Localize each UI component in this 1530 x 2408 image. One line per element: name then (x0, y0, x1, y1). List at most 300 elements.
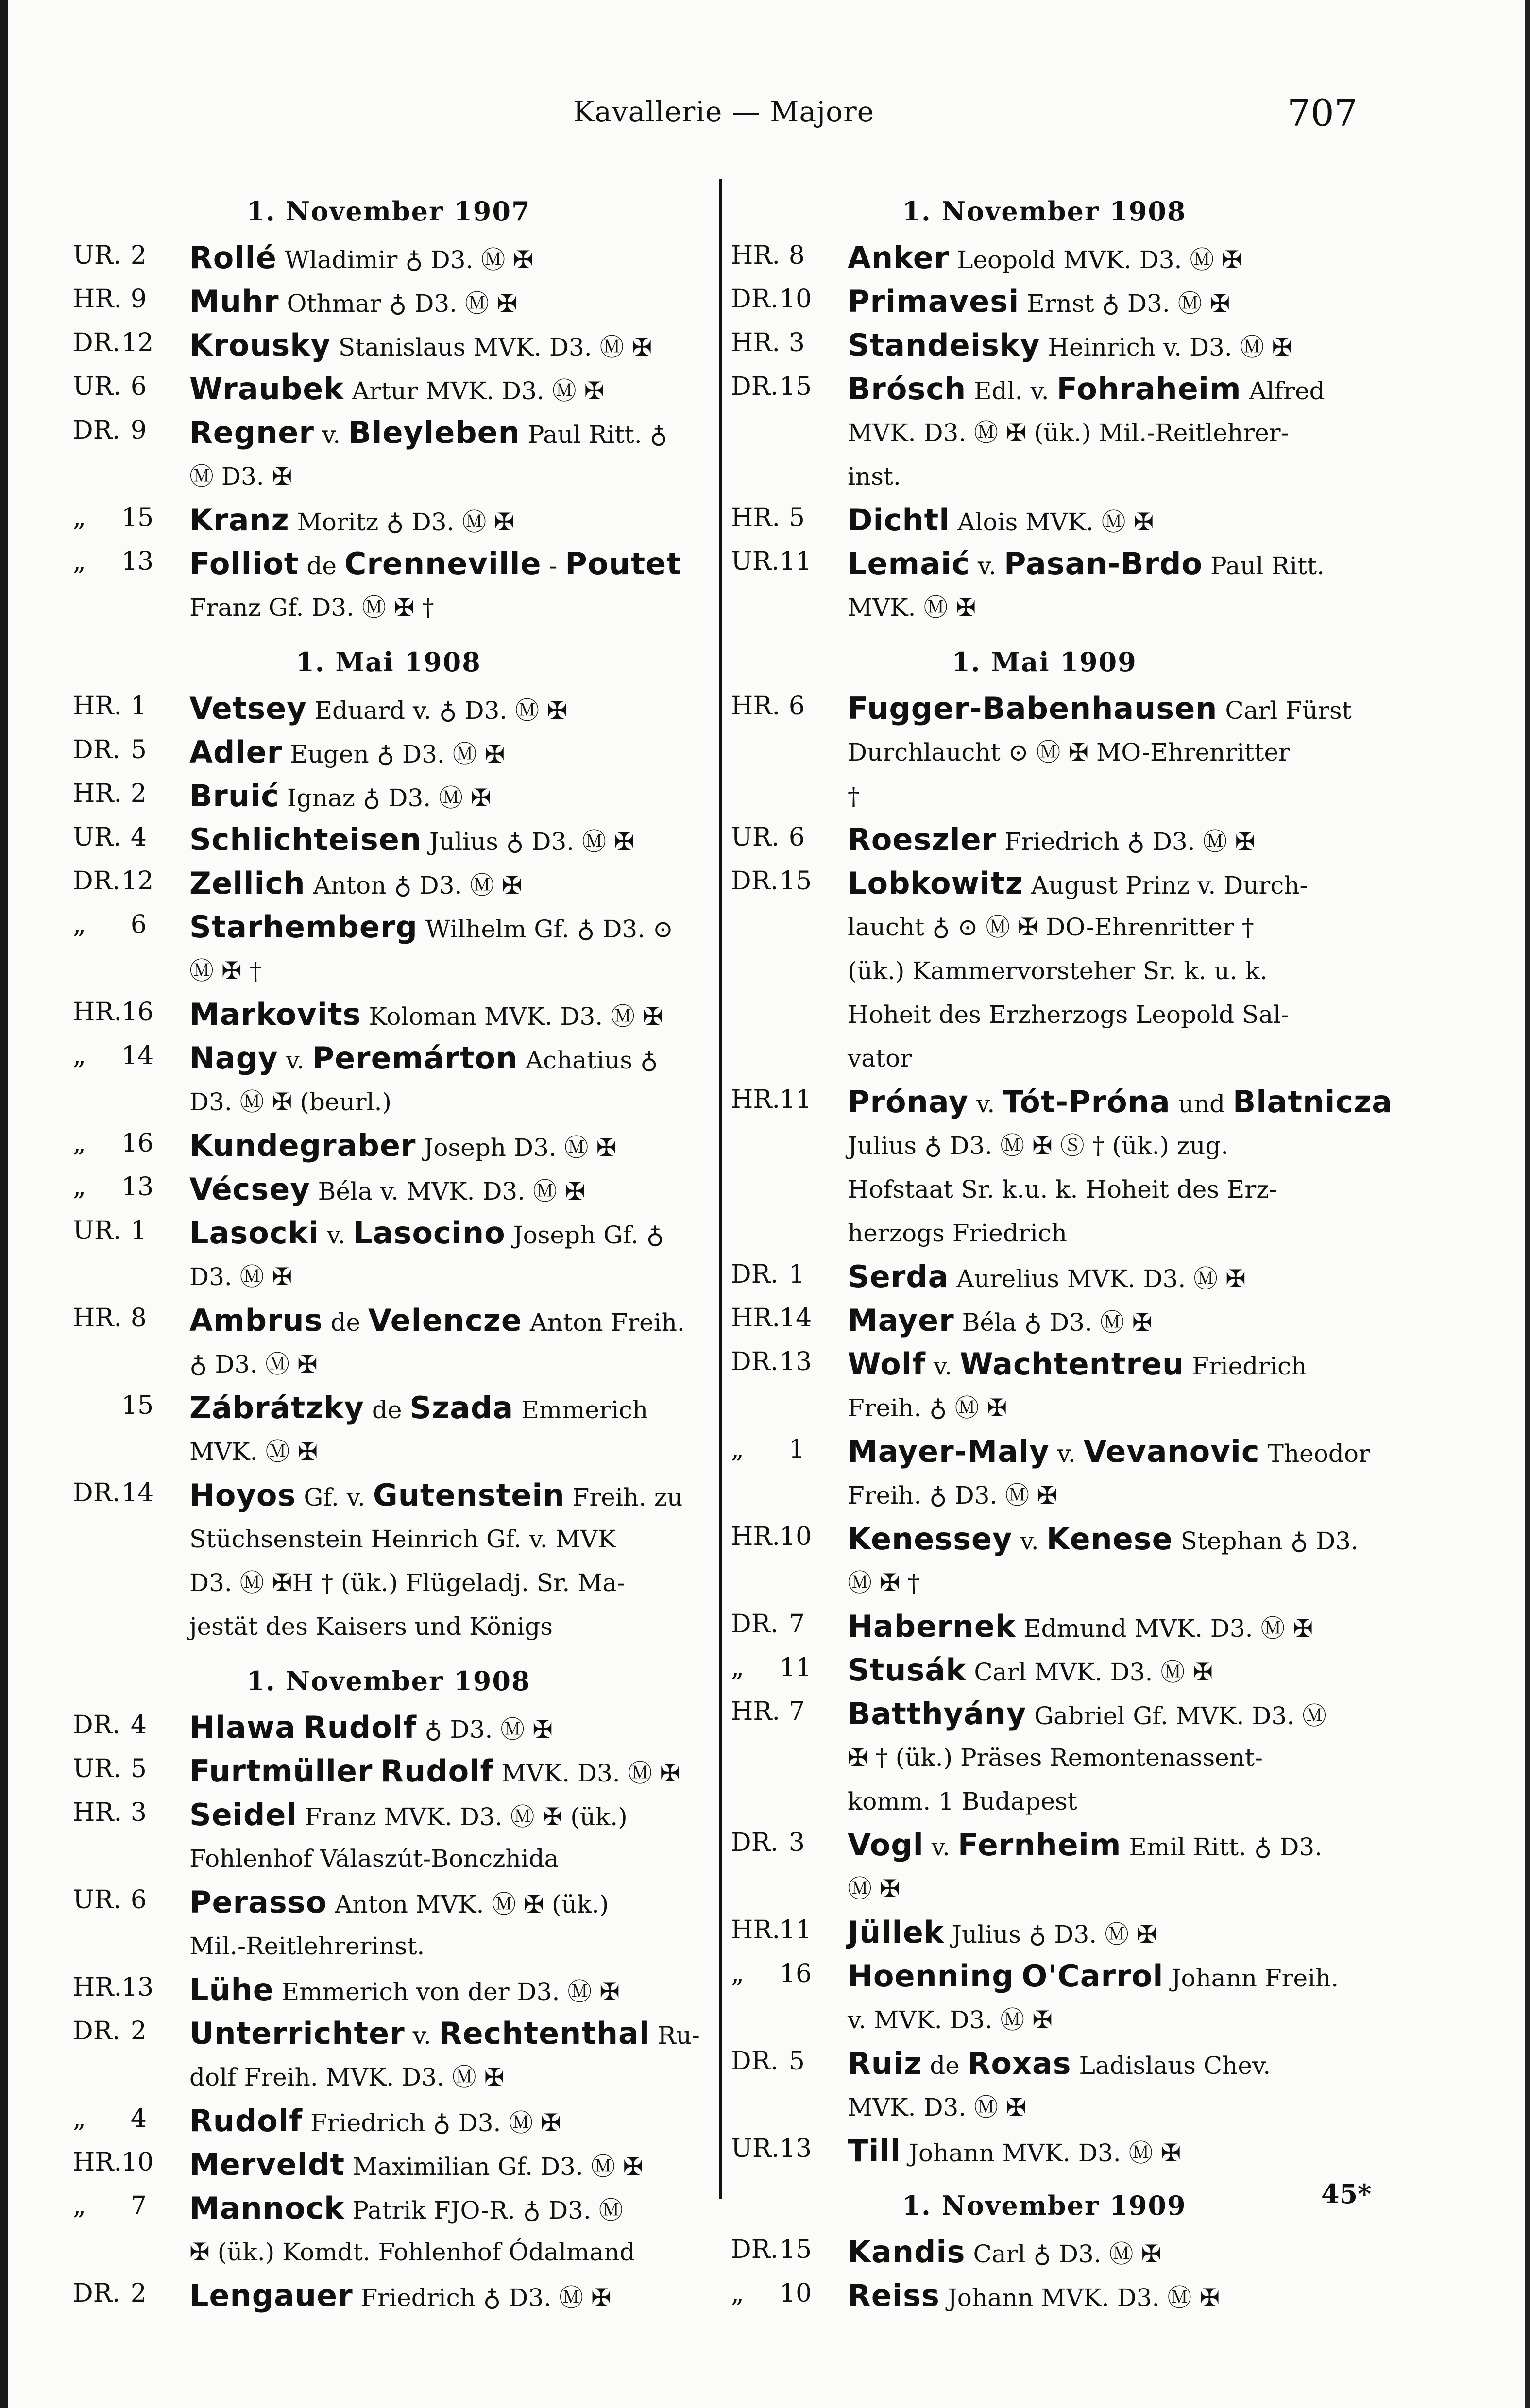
entry-text (848, 2042, 1358, 2129)
roster-entry (73, 1036, 704, 1124)
entry-name-line: Furtmüller Rudolf MVK. D3. Ⓜ ✠ (189, 1753, 680, 1789)
roster-entry (731, 1255, 1358, 1299)
surname: Till (848, 2133, 901, 2169)
surname: Crenneville (344, 546, 542, 581)
entry-text (848, 542, 1358, 629)
surname: Stusák (848, 1652, 967, 1688)
regiment-type: „ (73, 1129, 86, 1158)
regiment-label (73, 372, 151, 401)
entry-name-line: Hoenning O'Carrol Johann Freih. (848, 1958, 1339, 1994)
surname: Vevanovic (1083, 1434, 1260, 1469)
regiment-type: DR. (73, 2279, 120, 2308)
roster-entry (731, 1080, 1393, 1255)
roster-entry (73, 2099, 704, 2143)
entry-name-line: Adler Eugen ♁ D3. Ⓜ ✠ (189, 734, 505, 770)
regiment-type: DR. (731, 285, 779, 314)
entry-continuation-line: dolf Freih. MVK. D3. Ⓜ ✠ (189, 2063, 505, 2091)
entry-name-line: Bruić Ignaz ♁ D3. Ⓜ ✠ (189, 778, 491, 814)
entry-text (189, 1749, 704, 1793)
regiment-type: HR. (731, 1085, 781, 1114)
roster-entry (731, 1692, 1358, 1823)
surname: Fugger-Babenhausen (848, 691, 1218, 726)
regiment-type: HR. (73, 1973, 122, 2002)
entry-name-line: Kranz Moritz ♁ D3. Ⓜ ✠ (189, 502, 515, 538)
regiment-label (731, 1610, 809, 1639)
surname: Wachtentreu (960, 1346, 1185, 1382)
section-heading: 1. Mai 1908 (296, 646, 481, 678)
roster-entry (731, 323, 1358, 367)
regiment-type: UR. (73, 823, 121, 852)
page-title: Kavallerie — Majore (573, 95, 875, 128)
regiment-number: 1 (788, 1435, 805, 1464)
entry-name-line: Anker Leopold MVK. D3. Ⓜ ✠ (848, 240, 1242, 275)
regiment-number: 8 (130, 1304, 147, 1333)
entry-text (189, 1299, 704, 1386)
roster-entry (731, 542, 1358, 629)
entry-name-line: Ambrus de Velencze Anton Freih. (189, 1303, 685, 1338)
regiment-label (73, 1041, 154, 1070)
entry-name-line: Schlichteisen Julius ♁ D3. Ⓜ ✠ (189, 822, 634, 857)
regiment-label (731, 1435, 809, 1464)
regiment-label (73, 998, 154, 1027)
regiment-number: 9 (130, 285, 147, 314)
regiment-label (73, 2017, 151, 2046)
regiment-type: „ (731, 1959, 744, 1988)
regiment-label (73, 1304, 151, 1333)
entry-text (189, 1793, 704, 1881)
roster-entry (73, 2187, 704, 2274)
regiment-number: 1 (130, 1216, 147, 1245)
section-heading: 1. November 1908 (246, 1665, 531, 1696)
regiment-label (731, 1959, 812, 1988)
roster-entry (73, 2012, 704, 2099)
entry-name-line: Lengauer Friedrich ♁ D3. Ⓜ ✠ (189, 2278, 612, 2313)
entry-continuation-line: v. MVK. D3. Ⓜ ✠ (848, 2006, 1053, 2034)
roster-entry (73, 498, 704, 542)
regiment-type: DR. (73, 416, 120, 445)
regiment-label (731, 1522, 812, 1551)
entry-name-line: Jüllek Julius ♁ D3. Ⓜ ✠ (848, 1915, 1157, 1950)
running-head (0, 91, 1530, 140)
regiment-type: UR. (731, 823, 780, 852)
regiment-type: DR. (73, 328, 120, 357)
regiment-type: „ (73, 910, 86, 939)
entry-continuation-line: Durchlaucht ⊙ Ⓜ ✠ MO-Ehrenritter (848, 738, 1290, 766)
roster-entry (731, 1517, 1358, 1605)
surname: Krousky (189, 327, 331, 363)
roster-entry (731, 498, 1358, 542)
regiment-label (73, 1798, 151, 1827)
regiment-type: UR. (731, 2134, 780, 2163)
regiment-number: 10 (780, 1522, 812, 1551)
entry-text (848, 1823, 1358, 1911)
entry-text (848, 2230, 1358, 2274)
entry-text (848, 1430, 1370, 1517)
entry-text (848, 1692, 1358, 1823)
regiment-label (73, 779, 151, 808)
regiment-label (73, 2191, 151, 2221)
regiment-type: HR. (731, 692, 781, 721)
regiment-number: 10 (121, 2148, 154, 2177)
regiment-number: 6 (130, 910, 147, 939)
regiment-type: DR. (731, 866, 779, 896)
surname: Kundegraber (189, 1128, 416, 1163)
regiment-label (73, 1129, 154, 1158)
entry-text (848, 2274, 1358, 2318)
entry-text (848, 1080, 1393, 1255)
entry-text (189, 1706, 704, 1749)
surname: Kenese (1046, 1521, 1173, 1557)
entry-continuation-line: MVK. Ⓜ ✠ (848, 594, 976, 622)
roster-entry (73, 818, 704, 862)
roster-entry (731, 2230, 1358, 2274)
roster-entry (731, 1430, 1370, 1517)
entry-text (848, 1954, 1358, 2042)
roster-entry (73, 687, 704, 730)
page-edge-right (1525, 0, 1530, 2408)
regiment-type: HR. (731, 1522, 781, 1551)
regiment-type: HR. (73, 692, 122, 721)
regiment-number: 15 (121, 503, 154, 532)
roster-entry (73, 993, 704, 1036)
regiment-number: 12 (121, 328, 154, 357)
surname: Wolf (848, 1346, 926, 1382)
surname: Folliot (189, 546, 299, 581)
regiment-number: 13 (121, 1973, 154, 2002)
surname: Ruiz (848, 2046, 922, 2081)
regiment-label (731, 2134, 812, 2163)
regiment-type: „ (73, 2104, 86, 2133)
surname: Merveldt (189, 2147, 345, 2182)
entry-continuation-line: MVK. D3. Ⓜ ✠ (ük.) Mil.-Reitlehrer- (848, 419, 1289, 447)
entry-name-line: Vogl v. Fernheim Emil Ritt. ♁ D3. (848, 1827, 1323, 1863)
roster-entry (73, 1968, 704, 2012)
entry-name-line: Rollé Wladimir ♁ D3. Ⓜ ✠ (189, 240, 534, 275)
regiment-type: „ (73, 1041, 86, 1070)
regiment-type: UR. (73, 1216, 121, 1245)
surname: Dichtl (848, 502, 950, 538)
entry-continuation-line: Ⓜ ✠ (848, 1875, 900, 1903)
regiment-number: 16 (121, 998, 154, 1027)
regiment-label (731, 1697, 809, 1726)
surname: Ambrus (189, 1303, 323, 1338)
entry-text (189, 367, 704, 411)
entry-name-line: Nagy v. Peremárton Achatius ♁ (189, 1040, 658, 1076)
entry-name-line: Muhr Othmar ♁ D3. Ⓜ ✠ (189, 284, 517, 319)
surname: Lasocki (189, 1215, 320, 1251)
section-heading: 1. Mai 1909 (952, 646, 1137, 678)
entry-continuation-line: Freih. ♁ Ⓜ ✠ (848, 1394, 1007, 1422)
roster-entry (73, 862, 704, 905)
surname: Adler (189, 734, 283, 770)
column-rule (719, 179, 722, 2199)
entry-text (848, 862, 1358, 1080)
regiment-label (73, 1885, 151, 1915)
entry-text (189, 2187, 704, 2274)
entry-text (189, 1168, 704, 1211)
entry-name-line: Standeisky Heinrich v. D3. Ⓜ ✠ (848, 327, 1292, 363)
entry-text (848, 280, 1358, 323)
regiment-number: 10 (780, 285, 812, 314)
roster-entry (73, 1299, 704, 1386)
roster-entry (731, 2042, 1358, 2129)
regiment-label (73, 1172, 154, 1202)
entry-continuation-line: D3. Ⓜ ✠H † (ük.) Flügeladj. Sr. Ma- (189, 1569, 626, 1597)
regiment-label (731, 328, 809, 357)
surname: Rechtenthal (439, 2016, 650, 2051)
surname: Lühe (189, 1972, 274, 2007)
surname: Starhemberg (189, 909, 418, 945)
regiment-number: 2 (130, 241, 147, 270)
surname: Prónay (848, 1084, 969, 1119)
regiment-type: HR. (73, 285, 122, 314)
roster-entry (731, 818, 1358, 862)
entry-text (189, 498, 704, 542)
section-heading: 1. November 1908 (902, 196, 1187, 227)
entry-text (848, 367, 1358, 498)
entry-continuation-line: D3. Ⓜ ✠ (beurl.) (189, 1088, 391, 1116)
surname: Kranz (189, 502, 289, 538)
regiment-type: HR. (731, 1697, 781, 1726)
entry-text (848, 498, 1358, 542)
roster-entry (731, 2129, 1358, 2173)
entry-text (189, 687, 704, 730)
roster-entry (731, 862, 1358, 1080)
roster-entry (73, 1168, 704, 1211)
entry-text (189, 236, 704, 280)
entry-text (189, 1881, 704, 1968)
entry-name-line: Ruiz de Roxas Ladislaus Chev. (848, 2046, 1271, 2081)
regiment-number: 4 (130, 2104, 147, 2133)
section-heading: 1. November 1909 (902, 2190, 1187, 2221)
roster-entry (731, 367, 1358, 498)
entry-continuation-line: Freih. ♁ D3. Ⓜ ✠ (848, 1481, 1058, 1509)
entry-text (189, 2274, 704, 2318)
entry-name-line: Lasocki v. Lasocino Joseph Gf. ♁ (189, 1215, 664, 1251)
regiment-number: 1 (130, 692, 147, 721)
entry-name-line: Hoyos Gf. v. Gutenstein Freih. zu (189, 1477, 683, 1513)
surname: Blatnicza (1233, 1084, 1393, 1119)
entry-name-line: Stusák Carl MVK. D3. Ⓜ ✠ (848, 1652, 1213, 1688)
roster-entry (73, 1386, 704, 1474)
roster-entry (731, 1911, 1358, 1954)
entry-name-line: Folliot de Crenneville - Poutet (189, 546, 681, 581)
regiment-label (73, 692, 151, 721)
regiment-type: „ (731, 1435, 744, 1464)
regiment-type: DR. (731, 372, 779, 401)
entry-text (189, 1386, 704, 1474)
regiment-type: DR. (73, 866, 120, 896)
regiment-label (73, 1391, 154, 1420)
entry-name-line: Roeszler Friedrich ♁ D3. Ⓜ ✠ (848, 822, 1256, 857)
regiment-number: 2 (130, 2017, 147, 2046)
surname: Brósch (848, 371, 967, 407)
entry-text (189, 818, 704, 862)
surname: Muhr (189, 284, 279, 319)
regiment-type: HR. (731, 241, 781, 270)
surname: Hoyos (189, 1477, 296, 1513)
regiment-type: DR. (731, 2235, 779, 2264)
regiment-type: HR. (731, 503, 781, 532)
entry-continuation-line: Fohlenhof Válaszút-Bonczhida (189, 1845, 559, 1873)
entry-continuation-line: ♁ D3. Ⓜ ✠ (189, 1350, 318, 1378)
regiment-label (73, 241, 151, 270)
regiment-number: 1 (788, 1260, 805, 1289)
regiment-type: DR. (731, 1610, 779, 1639)
regiment-number: 11 (780, 1916, 812, 1945)
surname: Reiss (848, 2278, 940, 2313)
roster-entry (73, 1211, 704, 1299)
surname: Mayer (848, 1303, 954, 1338)
regiment-type: DR. (73, 2017, 120, 2046)
surname: Rollé (189, 240, 277, 275)
regiment-number: 5 (788, 2047, 805, 2076)
regiment-type: UR. (73, 1885, 121, 1915)
surname: Anker (848, 240, 950, 275)
entry-name-line: Lemaić v. Pasan-Brdo Paul Ritt. (848, 546, 1325, 581)
regiment-label (731, 285, 812, 314)
regiment-number: 16 (121, 1129, 154, 1158)
regiment-label (73, 823, 151, 852)
entry-continuation-line: Mil.-Reitlehrerinst. (189, 1932, 425, 1960)
regiment-label (731, 1653, 812, 1682)
surname: Pasan-Brdo (1004, 546, 1203, 581)
roster-entry (731, 280, 1358, 323)
entry-name-line: Markovits Koloman MVK. D3. Ⓜ ✠ (189, 997, 663, 1032)
regiment-number: 7 (788, 1697, 805, 1726)
entry-text (848, 1648, 1358, 1692)
entry-text (189, 1474, 704, 1648)
roster-entry (731, 1954, 1358, 2042)
surname: Standeisky (848, 327, 1040, 363)
entry-name-line: Fugger-Babenhausen Carl Fürst (848, 691, 1352, 726)
entry-name-line: Seidel Franz MVK. D3. Ⓜ ✠ (ük.) (189, 1797, 628, 1832)
regiment-label (73, 1754, 151, 1783)
entry-name-line: Rudolf Friedrich ♁ D3. Ⓜ ✠ (189, 2103, 561, 2138)
regiment-type: „ (73, 2191, 86, 2221)
roster-entry (73, 367, 704, 411)
regiment-number: 6 (130, 372, 147, 401)
regiment-number: 13 (121, 547, 154, 576)
regiment-label (731, 503, 809, 532)
entry-name-line: Unterrichter v. Rechtenthal Ru- (189, 2016, 700, 2051)
regiment-number: 2 (130, 779, 147, 808)
surname: Gutenstein (373, 1477, 565, 1513)
entry-continuation-line: † (848, 782, 860, 810)
surname: Jüllek (848, 1915, 944, 1950)
regiment-number: 5 (130, 735, 147, 764)
entry-text (189, 2012, 704, 2099)
entry-continuation-line: ✠ (ük.) Komdt. Fohlenhof Ódalmand (189, 2238, 635, 2266)
regiment-number: 14 (780, 1304, 812, 1333)
regiment-label (73, 1973, 154, 2002)
entry-text (189, 1036, 704, 1124)
regiment-type: HR. (731, 328, 781, 357)
regiment-number: 2 (130, 2279, 147, 2308)
entry-name-line: Kenessey v. Kenese Stephan ♁ D3. (848, 1521, 1359, 1557)
regiment-label (731, 241, 809, 270)
regiment-label (73, 1478, 154, 1508)
regiment-label (731, 1304, 812, 1333)
entry-text (189, 1124, 704, 1168)
entry-text (189, 1211, 704, 1299)
roster-entry (73, 1749, 704, 1793)
roster-entry (731, 1299, 1358, 1342)
entry-text (189, 2099, 704, 2143)
surname: Roxas (967, 2046, 1071, 2081)
entry-text (848, 1255, 1358, 1299)
regiment-type: HR. (73, 1798, 122, 1827)
regiment-label (731, 1828, 809, 1857)
entry-name-line: Primavesi Ernst ♁ D3. Ⓜ ✠ (848, 284, 1230, 319)
regiment-number: 13 (121, 1172, 154, 1202)
surname: Peremárton (312, 1040, 518, 1076)
surname: Nagy (189, 1040, 278, 1076)
regiment-label (73, 328, 154, 357)
roster-entry (73, 2274, 704, 2318)
regiment-label (73, 2148, 154, 2177)
entry-name-line: Lobkowitz August Prinz v. Durch- (848, 865, 1308, 901)
regiment-label (731, 1260, 809, 1289)
roster-entry (73, 411, 704, 498)
regiment-type: DR. (731, 1347, 779, 1376)
entry-continuation-line: ✠ † (ük.) Präses Remontenassent- (848, 1744, 1263, 1772)
entry-text (848, 1517, 1358, 1605)
regiment-type: DR. (73, 735, 120, 764)
surname: Lemaić (848, 546, 970, 581)
entry-name-line: Mannock Patrik FJO-R. ♁ D3. Ⓜ (189, 2190, 623, 2226)
regiment-label (731, 547, 812, 576)
roster-entry (73, 1706, 704, 1749)
entry-text (189, 411, 704, 498)
roster-entry (73, 1474, 704, 1648)
regiment-number: 6 (788, 692, 805, 721)
entry-name-line: Brósch Edl. v. Fohraheim Alfred (848, 371, 1325, 407)
entry-continuation-line: MVK. Ⓜ ✠ (189, 1438, 318, 1466)
surname: Lobkowitz (848, 865, 1023, 901)
entry-name-line: Kandis Carl ♁ D3. Ⓜ ✠ (848, 2234, 1162, 2270)
entry-name-line: Wolf v. Wachtentreu Friedrich (848, 1346, 1307, 1382)
regiment-type: DR. (731, 2047, 779, 2076)
entry-name-line: Habernek Edmund MVK. D3. Ⓜ ✠ (848, 1609, 1313, 1644)
entry-continuation-line: Hoheit des Erzherzogs Leopold Sal- (848, 1001, 1289, 1029)
regiment-label (731, 2235, 812, 2264)
surname: Rudolf (304, 1710, 417, 1745)
regiment-type: UR. (73, 1754, 121, 1783)
regiment-number: 6 (130, 1885, 147, 1915)
entry-name-line: Kundegraber Joseph D3. Ⓜ ✠ (189, 1128, 617, 1163)
surname: Vogl (848, 1827, 924, 1863)
regiment-number: 4 (130, 1711, 147, 1740)
entry-text (189, 993, 704, 1036)
entry-continuation-line: komm. 1 Budapest (848, 1787, 1077, 1815)
regiment-type: HR. (73, 2148, 122, 2177)
entry-name-line: Perasso Anton MVK. Ⓜ ✠ (ük.) (189, 1884, 609, 1920)
regiment-number: 7 (788, 1610, 805, 1639)
regiment-number: 3 (788, 1828, 805, 1857)
surname: Rudolf (189, 2103, 303, 2138)
surname: Lasocino (353, 1215, 506, 1251)
entry-text (848, 236, 1358, 280)
surname: Perasso (189, 1884, 327, 1920)
regiment-number: 6 (788, 823, 805, 852)
roster-entry (731, 1605, 1358, 1648)
surname: Seidel (189, 1797, 297, 1832)
regiment-label (73, 1711, 151, 1740)
entry-name-line: Hlawa Rudolf ♁ D3. Ⓜ ✠ (189, 1710, 553, 1745)
regiment-label (73, 2279, 151, 2308)
entry-continuation-line: Hofstaat Sr. k.u. k. Hoheit des Erz- (848, 1175, 1277, 1204)
